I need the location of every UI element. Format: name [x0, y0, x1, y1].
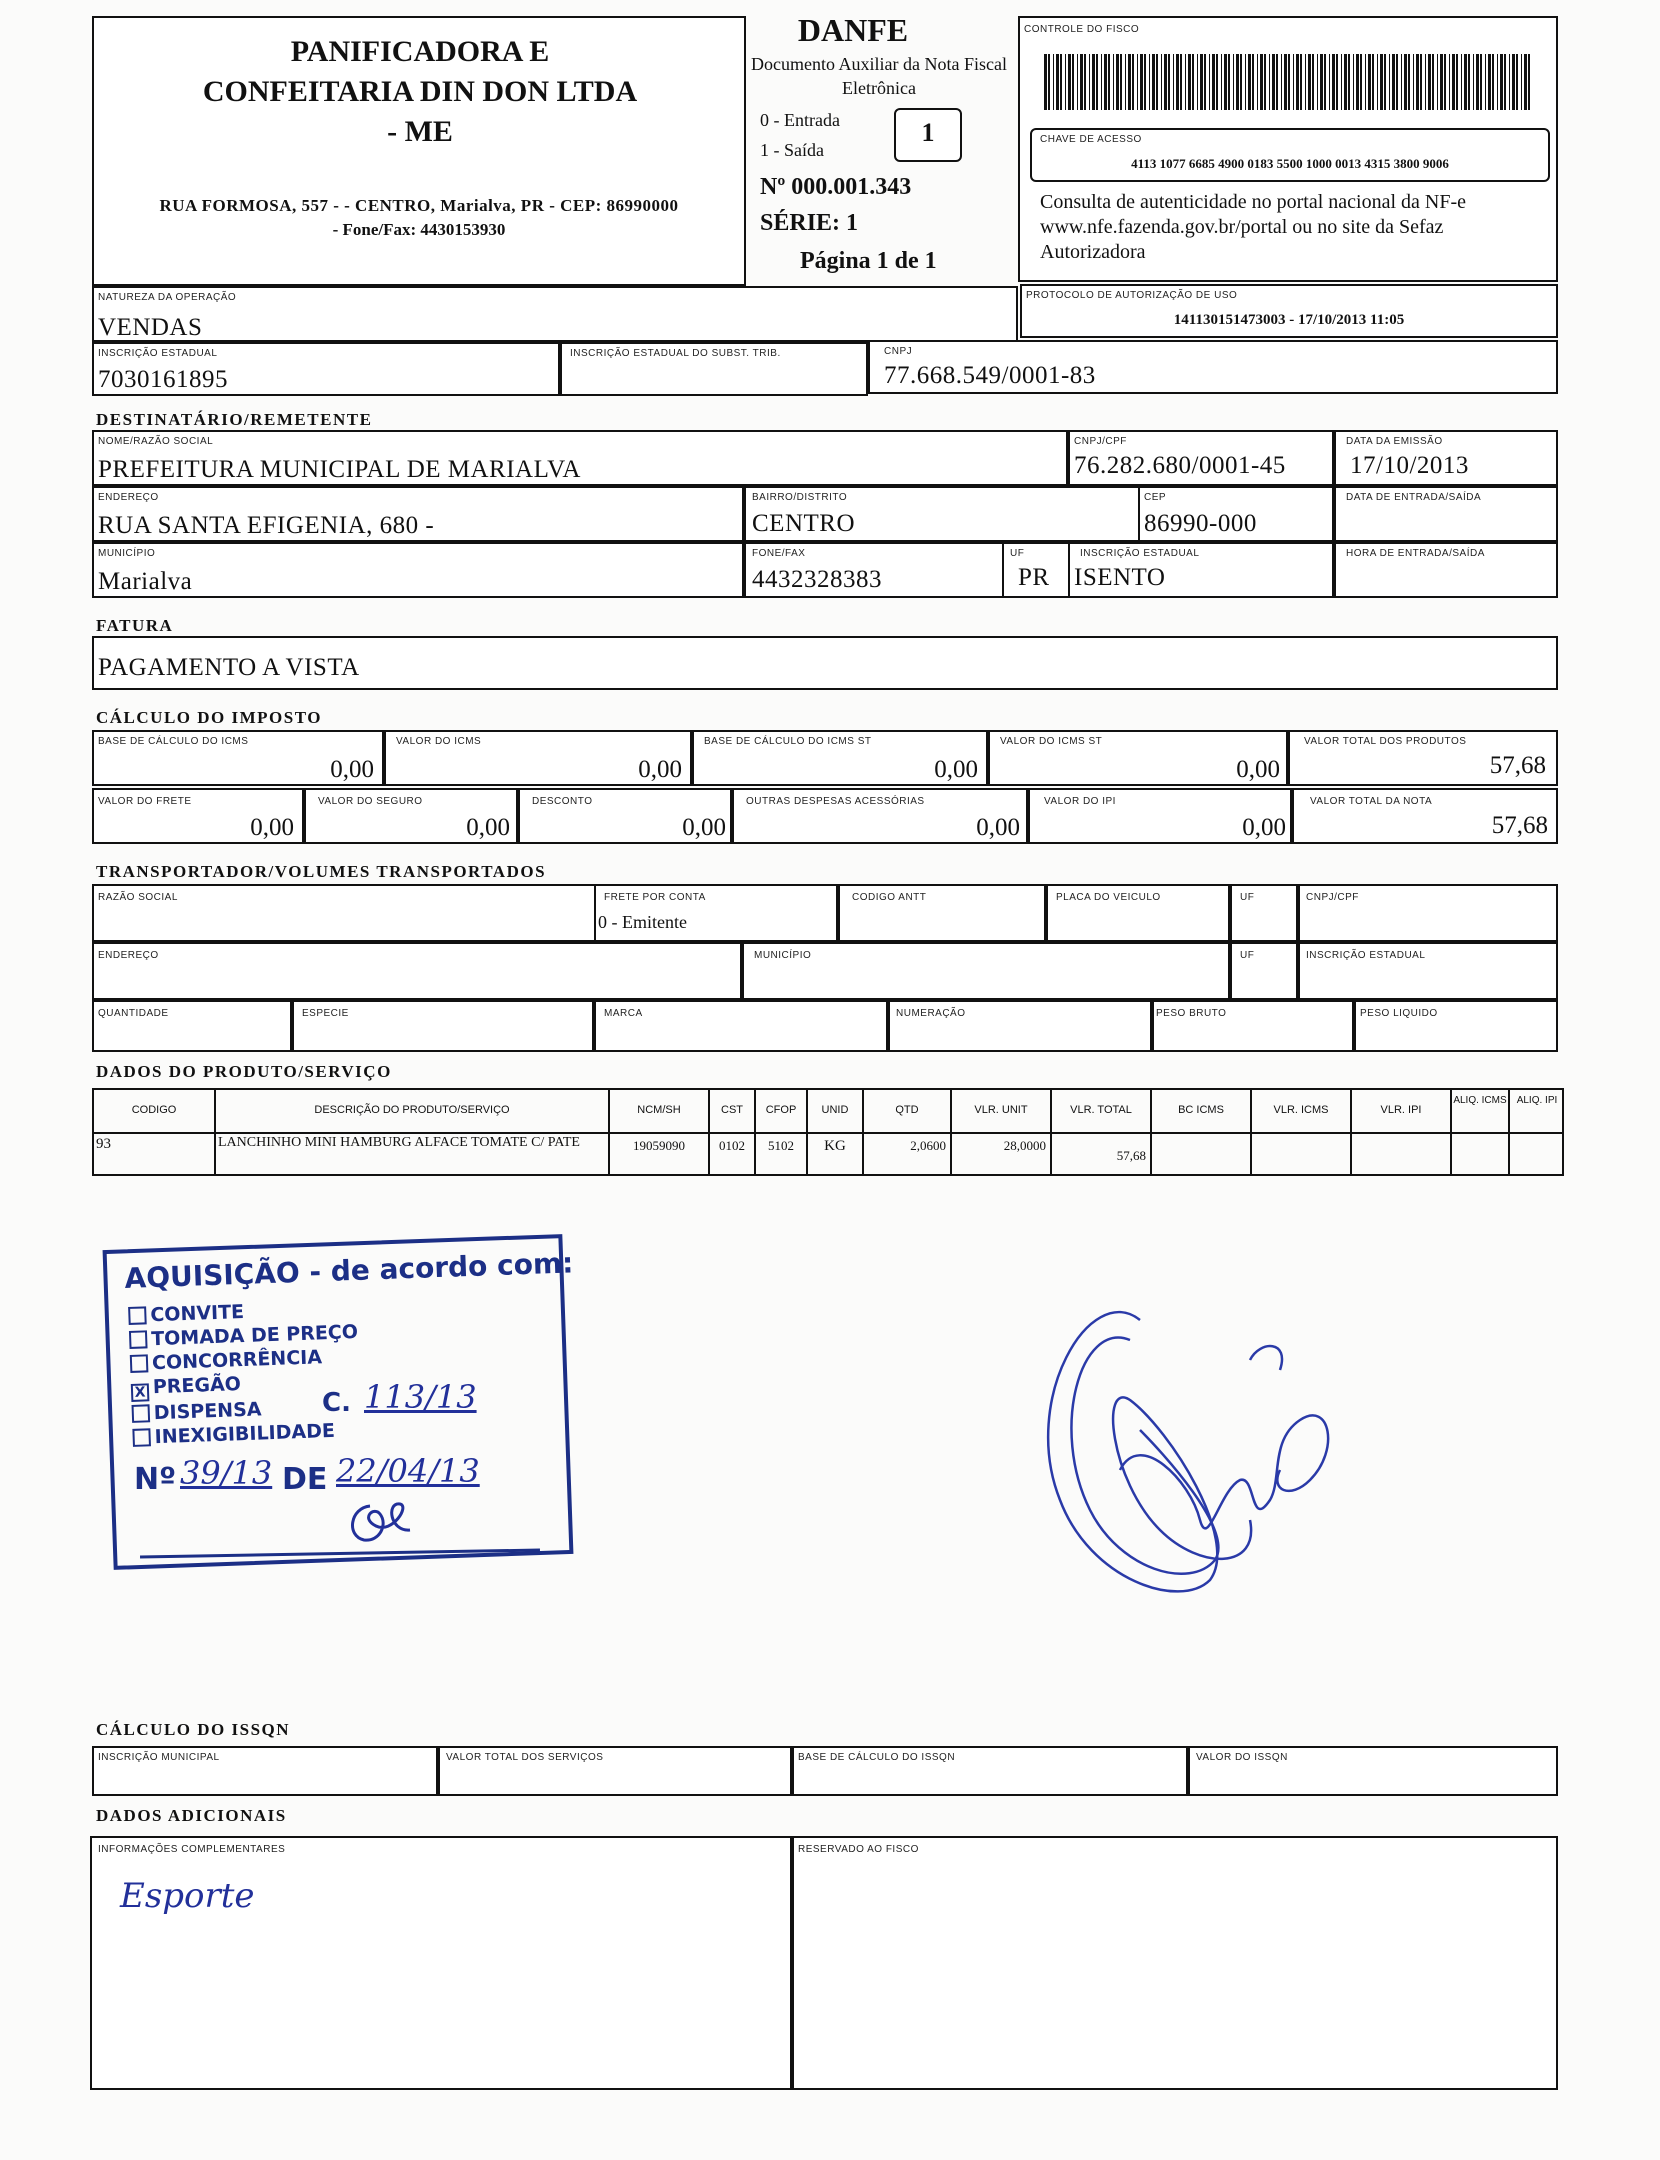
barcode-bar	[1468, 54, 1470, 110]
chave-label: CHAVE DE ACESSO	[1040, 134, 1142, 145]
protocolo-label: PROTOCOLO DE AUTORIZAÇÃO DE USO	[1026, 290, 1238, 301]
dest-cnpj-value: 76.282.680/0001-45	[1074, 452, 1286, 479]
transp-uf2-label: UF	[1240, 950, 1255, 961]
frete-label: VALOR DO FRETE	[98, 796, 192, 807]
dest-cnpj-label: CNPJ/CPF	[1074, 436, 1127, 447]
barcode-bar	[1065, 54, 1066, 110]
barcode-bar	[1144, 54, 1146, 110]
barcode-bar	[1305, 54, 1306, 110]
cnpj-emit-label: CNPJ	[884, 346, 913, 357]
barcode-bar	[1384, 54, 1386, 110]
seguro-label: VALOR DO SEGURO	[318, 796, 423, 807]
dest-hora-label: HORA DE ENTRADA/SAÍDA	[1346, 548, 1485, 559]
barcode-bar	[1288, 54, 1290, 110]
barcode-bar	[1317, 54, 1318, 110]
danfe-pagina: Página 1 de 1	[800, 248, 937, 274]
transp-numeracao-label: NUMERAÇÃO	[896, 1008, 966, 1019]
barcode-bar	[1149, 54, 1150, 110]
barcode-bar	[1248, 54, 1251, 110]
total-nota-label: VALOR TOTAL DA NOTA	[1310, 796, 1433, 807]
th-aliq-icms: ALIQ. ICMS	[1453, 1095, 1507, 1106]
danfe-entrada: 0 - Entrada	[760, 110, 840, 130]
cell-unid: KG	[824, 1138, 846, 1154]
barcode-bar	[1320, 54, 1323, 110]
barcode-bar	[1324, 54, 1326, 110]
destinatario-section: DESTINATÁRIO/REMETENTE	[96, 410, 373, 429]
barcode-bar	[1425, 54, 1426, 110]
barcode-bar	[1084, 54, 1086, 110]
dest-uf-label: UF	[1010, 548, 1025, 559]
dest-fone-label: FONE/FAX	[752, 548, 806, 559]
emitter-phone: - Fone/Fax: 4430153930	[332, 220, 506, 239]
barcode-bar	[1269, 54, 1270, 110]
signature-icon	[1020, 1280, 1360, 1620]
barcode-bar	[1476, 54, 1479, 110]
dest-ie-value: ISENTO	[1074, 564, 1166, 591]
bc-icms-st-label: BASE DE CÁLCULO DO ICMS ST	[704, 736, 872, 747]
stamp-option-convite: CONVITE	[128, 1296, 358, 1328]
transp-antt-label: CODIGO ANTT	[852, 892, 927, 903]
fatura-value: PAGAMENTO A VISTA	[98, 654, 360, 681]
barcode-bar	[1221, 54, 1222, 110]
barcode-bar	[1461, 54, 1462, 110]
barcode-bar	[1212, 54, 1215, 110]
th-unit: VLR. UNIT	[974, 1104, 1028, 1116]
stamp-de-value: 22/04/13	[336, 1452, 480, 1490]
reservado-fisco-box	[792, 1836, 1558, 2090]
dest-bairro-label: BAIRRO/DISTRITO	[752, 492, 848, 503]
barcode-bar	[1137, 54, 1138, 110]
barcode-bar	[1480, 54, 1482, 110]
barcode-bar	[1048, 54, 1050, 110]
barcode-bar	[1336, 54, 1338, 110]
barcode-bar	[1296, 54, 1299, 110]
barcode-bar	[1188, 54, 1191, 110]
transp-cnpj-label: CNPJ/CPF	[1306, 892, 1359, 903]
dest-cep-label: CEP	[1144, 492, 1167, 503]
barcode-bar	[1356, 54, 1359, 110]
transp-marca-label: MARCA	[604, 1008, 643, 1019]
dest-bairro-value: CENTRO	[752, 510, 855, 537]
issqn-bc-label: BASE DE CÁLCULO DO ISSQN	[798, 1752, 956, 1763]
outras-value: 0,00	[976, 814, 1020, 841]
seguro-value: 0,00	[466, 814, 510, 841]
dest-fone-value: 4432328383	[752, 566, 882, 593]
checkbox-icon	[132, 1404, 151, 1423]
barcode-bar	[1264, 54, 1266, 110]
barcode-bar	[1504, 54, 1506, 110]
checkbox-icon	[132, 1428, 151, 1447]
checkbox-checked-icon: X	[131, 1383, 150, 1402]
stamp-options	[128, 1296, 362, 1450]
barcode-bar	[1516, 54, 1518, 110]
barcode-bar	[1444, 54, 1446, 110]
ie-label: INSCRIÇÃO ESTADUAL	[98, 348, 218, 359]
stamp-initials-icon	[340, 1496, 440, 1556]
barcode-bar	[1164, 54, 1167, 110]
barcode-bar	[1497, 54, 1498, 110]
barcode-bar	[1365, 54, 1366, 110]
info-complementar-label: INFORMAÇÕES COMPLEMENTARES	[98, 1844, 286, 1855]
barcode-bar	[1408, 54, 1410, 110]
barcode-bar	[1360, 54, 1362, 110]
dest-uf-value: PR	[1018, 564, 1050, 591]
stamp-de-label: DE	[282, 1462, 328, 1497]
stamp-option-tomada: TOMADA DE PREÇO	[129, 1320, 359, 1352]
barcode-bar	[1245, 54, 1246, 110]
barcode-bar	[1116, 54, 1119, 110]
stamp-option-pregao: X PREGÃO	[131, 1368, 361, 1402]
transp-peso-bruto-label: PESO BRUTO	[1156, 1008, 1227, 1019]
barcode-bar	[1132, 54, 1134, 110]
checkbox-icon	[128, 1306, 147, 1325]
barcode-bar	[1413, 54, 1414, 110]
natureza-value: VENDAS	[98, 314, 203, 341]
bc-icms-value: 0,00	[330, 756, 374, 783]
controle-fisco-label: CONTROLE DO FISCO	[1024, 24, 1140, 35]
issqn-servicos-label: VALOR TOTAL DOS SERVIÇOS	[446, 1752, 604, 1763]
cell-ncm: 19059090	[633, 1138, 685, 1153]
cell-total: 57,68	[1116, 1148, 1146, 1163]
checkbox-icon	[129, 1330, 148, 1349]
barcode-bar	[1432, 54, 1434, 110]
barcode-bar	[1401, 54, 1402, 110]
barcode-bar	[1284, 54, 1287, 110]
barcode-bar	[1113, 54, 1114, 110]
barcode-bar	[1257, 54, 1258, 110]
issqn-valor-label: VALOR DO ISSQN	[1196, 1752, 1288, 1763]
barcode-bar	[1452, 54, 1455, 110]
frete-value: 0,00	[250, 814, 294, 841]
barcode-bar	[1456, 54, 1458, 110]
danfe-tipo: 1	[921, 118, 935, 147]
desconto-label: DESCONTO	[532, 796, 593, 807]
barcode-bar	[1185, 54, 1186, 110]
barcode-bar	[1341, 54, 1342, 110]
danfe-numero: Nº 000.001.343	[760, 174, 912, 200]
transp-municipio-box	[742, 942, 1230, 1000]
barcode-bar	[1200, 54, 1203, 110]
info-complementar-box	[90, 1836, 792, 2090]
barcode-bar	[1156, 54, 1158, 110]
barcode-bar	[1101, 54, 1102, 110]
th-bc-icms: BC ICMS	[1178, 1104, 1224, 1116]
barcode-bar	[1372, 54, 1374, 110]
barcode-bar	[1072, 54, 1074, 110]
barcode-bar	[1120, 54, 1122, 110]
transp-placa-label: PLACA DO VEICULO	[1056, 892, 1161, 903]
barcode-bar	[1528, 54, 1530, 110]
total-produtos-label: VALOR TOTAL DOS PRODUTOS	[1304, 736, 1467, 747]
barcode-bar	[1353, 54, 1354, 110]
icms-label: VALOR DO ICMS	[396, 736, 482, 747]
dest-cep-value: 86990-000	[1144, 510, 1257, 537]
barcode-bar	[1368, 54, 1371, 110]
dest-nome-value: PREFEITURA MUNICIPAL DE MARIALVA	[98, 456, 581, 483]
barcode-bar	[1464, 54, 1467, 110]
emitter-name: PANIFICADORA E CONFEITARIA DIN DON LTDA - ME	[202, 35, 638, 148]
barcode-bar	[1389, 54, 1390, 110]
emitter-address: RUA FORMOSA, 557 - - CENTRO, Marialva, PR - CEP: 86990000	[159, 196, 679, 215]
th-vlr-icms: VLR. ICMS	[1273, 1104, 1329, 1116]
dest-emissao-label: DATA DA EMISSÃO	[1346, 436, 1443, 447]
transp-municipio-label: MUNICÍPIO	[754, 950, 812, 961]
barcode	[1044, 54, 1534, 110]
bc-icms-label: BASE DE CÁLCULO DO ICMS	[98, 736, 249, 747]
barcode-bar	[1204, 54, 1206, 110]
cell-cfop: 5102	[768, 1138, 794, 1153]
barcode-bar	[1293, 54, 1294, 110]
barcode-bar	[1180, 54, 1182, 110]
th-cfop: CFOP	[765, 1104, 797, 1116]
outras-label: OUTRAS DESPESAS ACESSÓRIAS	[746, 796, 925, 807]
barcode-bar	[1209, 54, 1210, 110]
dest-emissao-value: 17/10/2013	[1350, 452, 1469, 479]
barcode-bar	[1080, 54, 1083, 110]
ipi-label: VALOR DO IPI	[1044, 796, 1116, 807]
total-nota-value: 57,68	[1491, 812, 1548, 839]
desconto-value: 0,00	[682, 814, 726, 841]
cell-descricao: LANCHINHO MINI HAMBURG ALFACE TOMATE C/ PATE	[218, 1135, 580, 1150]
transp-ie-label: INSCRIÇÃO ESTADUAL	[1306, 950, 1426, 961]
barcode-bar	[1348, 54, 1350, 110]
dest-nome-label: NOME/RAZÃO SOCIAL	[98, 436, 214, 447]
barcode-bar	[1068, 54, 1071, 110]
th-aliq-ipi: ALIQ. IPI	[1516, 1095, 1558, 1106]
barcode-bar	[1428, 54, 1431, 110]
th-vlr-ipi: VLR. IPI	[1380, 1104, 1422, 1116]
transp-uf-label: UF	[1240, 892, 1255, 903]
icms-st-label: VALOR DO ICMS ST	[1000, 736, 1103, 747]
cell-qtd: 2,0600	[910, 1138, 946, 1153]
ie-value: 7030161895	[98, 366, 228, 393]
barcode-bar	[1344, 54, 1347, 110]
total-produtos-value: 57,68	[1489, 752, 1546, 779]
checkbox-icon	[130, 1354, 149, 1373]
dest-endereco-label: ENDEREÇO	[98, 492, 159, 503]
transp-frete-label: FRETE POR CONTA	[604, 892, 706, 903]
danfe-title: DANFE	[797, 12, 909, 48]
bc-icms-st-value: 0,00	[934, 756, 978, 783]
barcode-bar	[1380, 54, 1383, 110]
th-unid: UNID	[821, 1104, 849, 1116]
barcode-bar	[1437, 54, 1438, 110]
cell-codigo: 93	[96, 1136, 111, 1152]
barcode-bar	[1377, 54, 1378, 110]
dest-entrada-label: DATA DE ENTRADA/SAÍDA	[1346, 492, 1482, 503]
barcode-bar	[1216, 54, 1218, 110]
dest-municipio-label: MUNICÍPIO	[98, 548, 156, 559]
barcode-bar	[1168, 54, 1170, 110]
stamp-option-dispensa: DISPENSA	[131, 1394, 361, 1426]
protocolo-value: 141130151473003 - 17/10/2013 11:05	[1173, 312, 1405, 328]
th-ncm: NCM/SH	[637, 1104, 681, 1116]
icms-st-value: 0,00	[1236, 756, 1280, 783]
barcode-bar	[1233, 54, 1234, 110]
barcode-bar	[1260, 54, 1263, 110]
barcode-bar	[1128, 54, 1131, 110]
stamp-title: AQUISIÇÃO - de acordo com:	[124, 1246, 574, 1295]
barcode-bar	[1500, 54, 1503, 110]
barcode-bar	[1173, 54, 1174, 110]
reservado-fisco-label: RESERVADO AO FISCO	[798, 1844, 919, 1855]
barcode-bar	[1521, 54, 1522, 110]
barcode-bar	[1176, 54, 1179, 110]
transp-especie-label: ESPECIE	[302, 1008, 349, 1019]
cnpj-emit-value: 77.668.549/0001-83	[884, 362, 1096, 389]
barcode-bar	[1089, 54, 1090, 110]
barcode-bar	[1404, 54, 1407, 110]
transp-endereco-box	[92, 942, 742, 1000]
stamp-no-label: Nº	[134, 1462, 177, 1497]
barcode-bar	[1308, 54, 1311, 110]
barcode-bar	[1108, 54, 1110, 110]
barcode-bar	[1512, 54, 1515, 110]
cell-unit: 28,0000	[1003, 1138, 1046, 1153]
barcode-bar	[1420, 54, 1422, 110]
barcode-bar	[1053, 54, 1054, 110]
adicionais-section: DADOS ADICIONAIS	[96, 1806, 287, 1825]
barcode-bar	[1197, 54, 1198, 110]
stamp-c-label: C.	[322, 1388, 351, 1418]
barcode-bar	[1509, 54, 1510, 110]
barcode-bar	[1300, 54, 1302, 110]
barcode-bar	[1332, 54, 1335, 110]
transporte-section: TRANSPORTADOR/VOLUMES TRANSPORTADOS	[96, 862, 547, 881]
barcode-bar	[1392, 54, 1395, 110]
th-qtd: QTD	[895, 1104, 919, 1116]
barcode-bar	[1096, 54, 1098, 110]
stamp-option-concorrencia: CONCORRÊNCIA	[130, 1344, 360, 1376]
info-handwriting: Esporte	[120, 1876, 255, 1916]
barcode-bar	[1272, 54, 1275, 110]
barcode-bar	[1077, 54, 1078, 110]
danfe-subtitle: Documento Auxiliar da Nota Fiscal Eletrônica	[751, 54, 1007, 98]
barcode-bar	[1125, 54, 1126, 110]
dest-municipio-value: Marialva	[98, 568, 193, 595]
chave-acesso: 4113 1077 6685 4900 0183 5500 1000 0013 4315 3800 9006	[1131, 156, 1449, 171]
transp-qtd-label: QUANTIDADE	[98, 1008, 169, 1019]
th-cst: CST	[721, 1104, 743, 1116]
th-descricao: DESCRIÇÃO DO PRODUTO/SERVIÇO	[314, 1104, 510, 1116]
barcode-bar	[1140, 54, 1143, 110]
barcode-bar	[1312, 54, 1314, 110]
th-total: VLR. TOTAL	[1070, 1104, 1132, 1116]
barcode-bar	[1252, 54, 1254, 110]
barcode-bar	[1276, 54, 1278, 110]
dest-endereco-value: RUA SANTA EFIGENIA, 680 -	[98, 512, 435, 539]
ie-st-label: INSCRIÇÃO ESTADUAL DO SUBST. TRIB.	[570, 348, 781, 359]
transp-razao-label: RAZÃO SOCIAL	[98, 892, 178, 903]
barcode-bar	[1240, 54, 1242, 110]
barcode-bar	[1416, 54, 1419, 110]
barcode-bar	[1485, 54, 1486, 110]
barcode-bar	[1224, 54, 1227, 110]
barcode-bar	[1092, 54, 1095, 110]
icms-value: 0,00	[638, 756, 682, 783]
barcode-bar	[1281, 54, 1282, 110]
issqn-section: CÁLCULO DO ISSQN	[96, 1720, 291, 1739]
produtos-section: DADOS DO PRODUTO/SERVIÇO	[96, 1062, 392, 1081]
natureza-label: NATUREZA DA OPERAÇÃO	[98, 292, 237, 303]
barcode-bar	[1192, 54, 1194, 110]
danfe-serie: SÉRIE: 1	[760, 210, 859, 236]
barcode-bar	[1396, 54, 1398, 110]
transp-frete-value: 0 - Emitente	[598, 912, 687, 932]
stamp-c-value: 113/13	[364, 1378, 477, 1416]
barcode-bar	[1440, 54, 1443, 110]
barcode-bar	[1161, 54, 1162, 110]
ipi-value: 0,00	[1242, 814, 1286, 841]
barcode-bar	[1236, 54, 1239, 110]
barcode-bar	[1488, 54, 1491, 110]
dest-ie-label: INSCRIÇÃO ESTADUAL	[1080, 548, 1200, 559]
barcode-bar	[1492, 54, 1494, 110]
barcode-bar	[1329, 54, 1330, 110]
barcode-bar	[1104, 54, 1107, 110]
barcode-bar	[1449, 54, 1450, 110]
fatura-section: FATURA	[96, 616, 174, 635]
danfe-saida: 1 - Saída	[760, 140, 824, 160]
cell-cst: 0102	[719, 1138, 745, 1153]
barcode-bar	[1044, 54, 1047, 110]
consulta-text: Consulta de autenticidade no portal nacional da NF-e www.nfe.fazenda.gov.br/portal ou no site da Sefaz Autorizadora	[1040, 191, 1466, 263]
transp-endereco-label: ENDEREÇO	[98, 950, 159, 961]
barcode-bar	[1228, 54, 1230, 110]
th-codigo: CODIGO	[131, 1104, 177, 1116]
barcode-bar	[1524, 54, 1527, 110]
stamp-no-value: 39/13	[180, 1454, 273, 1492]
issqn-im-label: INSCRIÇÃO MUNICIPAL	[98, 1752, 220, 1763]
barcode-bar	[1152, 54, 1155, 110]
stamp-option-inexigibilidade: INEXIGIBILIDADE	[132, 1418, 362, 1450]
barcode-bar	[1060, 54, 1062, 110]
transp-peso-liquido-label: PESO LIQUIDO	[1360, 1008, 1438, 1019]
barcode-bar	[1056, 54, 1059, 110]
barcode-bar	[1473, 54, 1474, 110]
imposto-section: CÁLCULO DO IMPOSTO	[96, 708, 322, 727]
